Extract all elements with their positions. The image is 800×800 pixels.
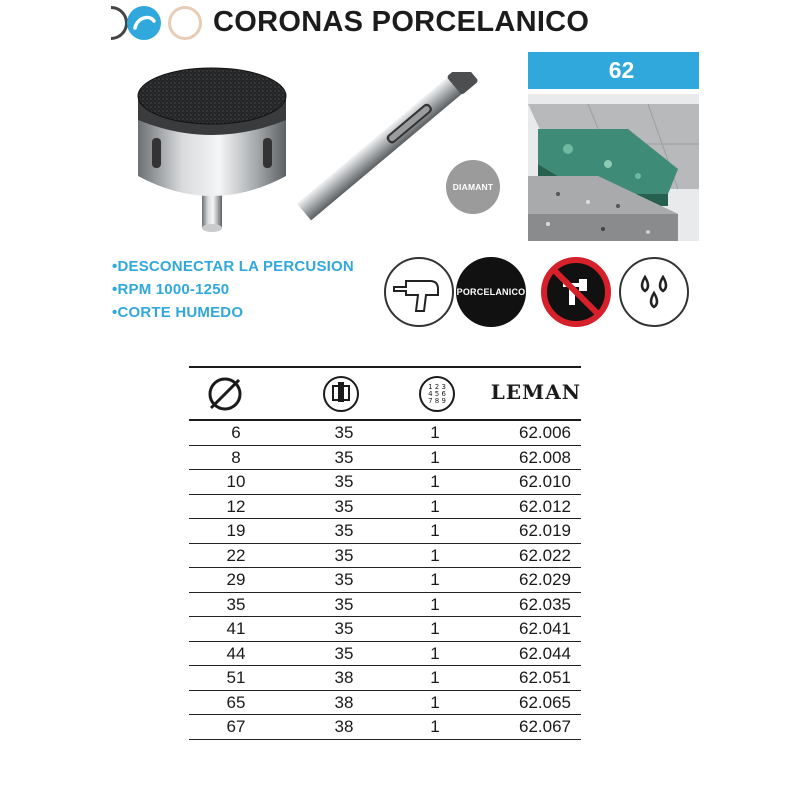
- feature-item: • CORTE HUMEDO: [112, 301, 354, 324]
- reference-badge: [528, 52, 699, 89]
- table-row: [189, 617, 581, 642]
- reference-number: 62: [608, 57, 635, 83]
- quantity-cell: 1: [430, 594, 440, 614]
- diameter-cell: 22: [226, 545, 246, 565]
- diameter-cell: 67: [226, 717, 246, 736]
- water-drops-icon: [619, 257, 689, 327]
- length-cell: 35: [334, 447, 354, 467]
- length-cell: 35: [334, 619, 354, 638]
- quantity-cell: 1: [430, 692, 440, 712]
- diameter-cell: 41: [226, 619, 246, 638]
- reference-cell: 62.019: [519, 521, 571, 540]
- diameter-cell: 10: [226, 472, 246, 491]
- porcelain-label: PORCELANICO: [456, 287, 526, 297]
- quantity-cell: 1: [430, 668, 440, 687]
- page-title: CORONAS PORCELANICO: [213, 6, 590, 38]
- length-cell: 35: [334, 594, 354, 614]
- reference-cell: 62.008: [519, 447, 571, 467]
- product-table: [189, 366, 581, 740]
- reference-cell: 62.035: [519, 594, 571, 614]
- feature-item: • DESCONECTAR LA PERCUSION: [112, 255, 354, 278]
- diameter-cell: 65: [226, 692, 246, 712]
- length-cell: 35: [334, 545, 354, 565]
- length-cell: 38: [334, 692, 354, 712]
- diameter-cell: 35: [226, 594, 246, 614]
- cutting-depth-icon: [321, 374, 361, 414]
- length-cell: 35: [334, 423, 354, 442]
- table-row: [189, 544, 581, 569]
- diameter-cell: 6: [231, 423, 241, 442]
- reference-cell: 62.065: [519, 692, 571, 712]
- reference-cell: 62.067: [519, 717, 571, 736]
- reference-cell: 62.012: [519, 496, 571, 516]
- diameter-cell: 12: [226, 496, 246, 516]
- category-icon-active: [127, 6, 161, 40]
- table-row: [189, 666, 581, 691]
- diameter-cell: 29: [226, 570, 246, 589]
- length-cell: 35: [334, 496, 354, 516]
- length-cell: 35: [334, 521, 354, 540]
- quantity-cell: 1: [430, 643, 440, 663]
- length-cell: 38: [334, 668, 354, 687]
- reference-cell: 62.041: [519, 619, 571, 638]
- quantity-cell: 1: [430, 619, 440, 638]
- porcelain-badge: [456, 257, 526, 327]
- reference-cell: 62.006: [519, 423, 571, 442]
- table-row: [189, 715, 581, 740]
- reference-cell: 62.010: [519, 472, 571, 491]
- quantity-cell: 1: [430, 423, 440, 442]
- length-cell: 35: [334, 570, 354, 589]
- svg-text:1 2 3: 1 2 3: [428, 383, 446, 391]
- quantity-cell: 1: [430, 472, 440, 491]
- core-bit-image: [130, 58, 310, 238]
- feature-list: [112, 255, 354, 324]
- table-row: [189, 470, 581, 495]
- feature-item: • RPM 1000-1250: [112, 278, 354, 301]
- brand-header: LEMAN: [490, 380, 581, 404]
- length-cell: 35: [334, 472, 354, 491]
- quantity-cell: 1: [430, 447, 440, 467]
- no-hammer-icon: [541, 257, 611, 327]
- swirl-icon: [127, 6, 161, 40]
- table-row: [189, 495, 581, 520]
- length-cell: 38: [334, 717, 354, 736]
- reference-cell: 62.051: [519, 668, 571, 687]
- diameter-cell: 44: [226, 643, 246, 663]
- category-icon-beige: [168, 6, 202, 40]
- drill-icon: [384, 257, 454, 327]
- diamond-badge: DIAMANT: [446, 160, 500, 214]
- table-row: [189, 642, 581, 667]
- reference-cell: 62.022: [519, 545, 571, 565]
- quantity-cell: 1: [430, 545, 440, 565]
- table-body: [189, 421, 581, 740]
- table-row: [189, 446, 581, 471]
- table-row: [189, 593, 581, 618]
- quantity-cell: 1: [430, 717, 440, 736]
- length-cell: 35: [334, 643, 354, 663]
- quantity-cell: 1: [430, 570, 440, 589]
- diameter-icon: [205, 374, 245, 414]
- table-row: [189, 691, 581, 716]
- reference-cell: 62.029: [519, 570, 571, 589]
- svg-text:4 5 6: 4 5 6: [428, 390, 446, 398]
- table-row: [189, 519, 581, 544]
- svg-text:7 8 9: 7 8 9: [428, 397, 446, 405]
- category-icon-dark: [94, 6, 128, 40]
- quantity-cell: 1: [430, 521, 440, 540]
- table-header: [189, 366, 581, 421]
- porcelain-tiles-image: [528, 94, 699, 241]
- quantity-cell: 1: [430, 496, 440, 516]
- reference-cell: 62.044: [519, 643, 571, 663]
- diameter-cell: 19: [226, 521, 246, 540]
- table-row: [189, 568, 581, 593]
- table-row: [189, 421, 581, 446]
- diameter-cell: 8: [231, 447, 241, 467]
- pack-quantity-icon: [417, 374, 457, 414]
- diameter-cell: 51: [226, 668, 246, 687]
